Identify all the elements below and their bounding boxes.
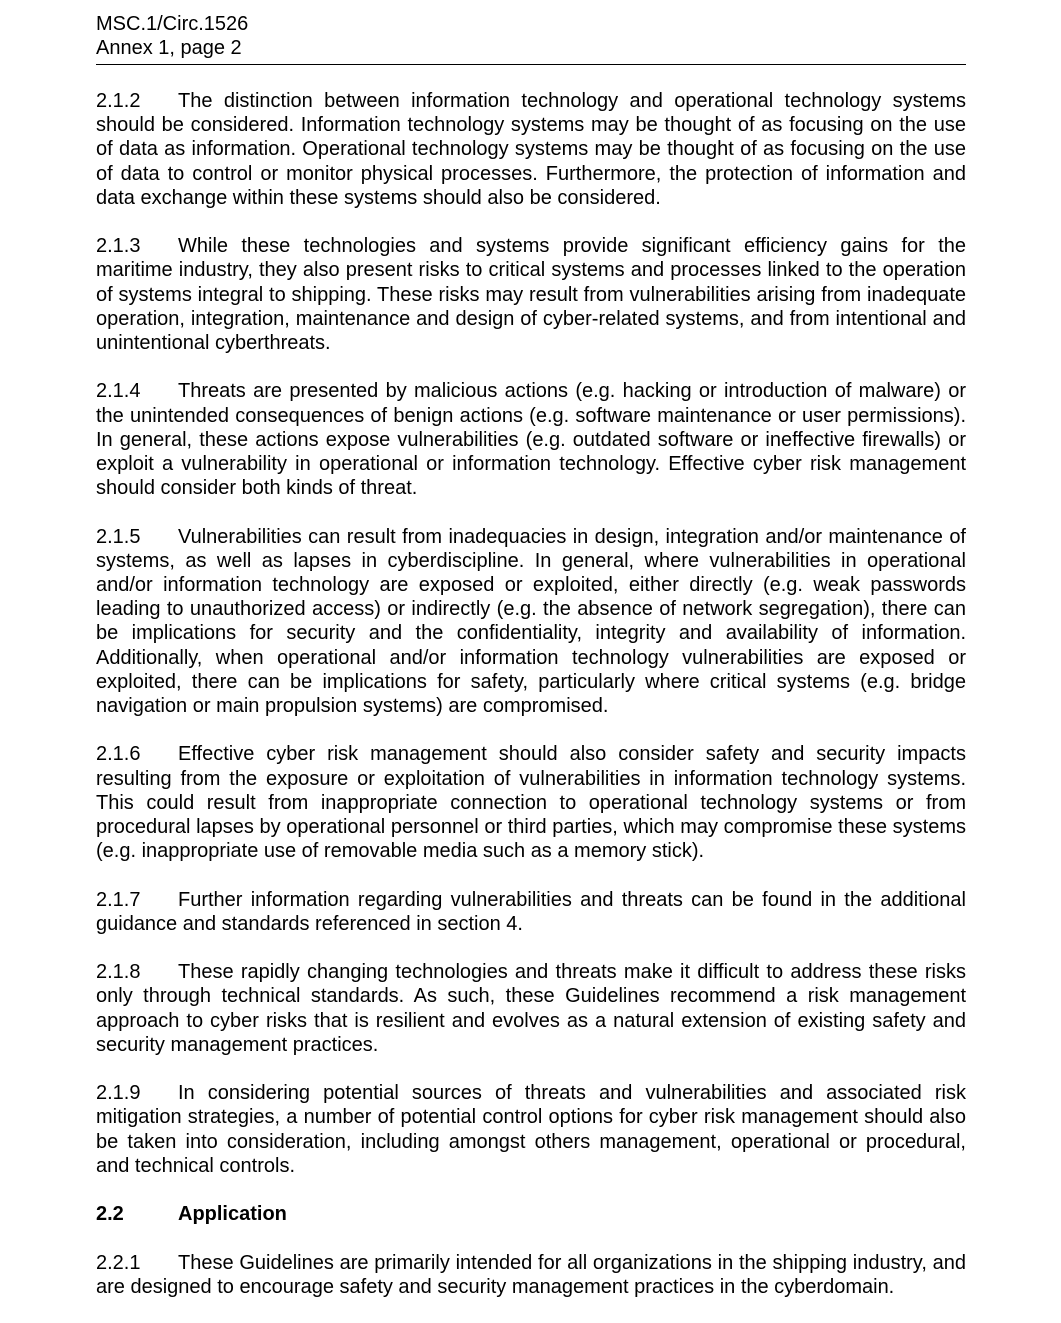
paragraph-text: While these technologies and systems provide significant efficiency gains for the maritime industry, they also present risks to critical systems and processes linked to the operation of systems integral to shipping. These risks may result from vulnerabilities arising from inadequate operation, integration, maintenance and design of cyber-related systems, and from intentional and unintentional cyberthreats. [96, 235, 966, 355]
paragraph-text: Effective cyber risk management should also consider safety and security impacts resulting from the exposure or exploitation of vulnerabilities in information technology systems. This could result from inappropriate connection to operational technology systems or from procedural lapses by operational personnel or third parties, which may compromise these systems (e.g. inappropriate use of removable media such as a memory stick). [96, 743, 966, 863]
paragraph-number: 2.1.2 [96, 90, 141, 112]
paragraph [96, 888, 966, 936]
paragraph [96, 742, 966, 863]
document-page [96, 12, 966, 1323]
paragraph-number: 2.2.1 [96, 1251, 141, 1274]
paragraph [96, 1081, 966, 1178]
section-heading [96, 1202, 966, 1226]
paragraph-text: These Guidelines are primarily intended for all organizations in the shipping industry, and are designed to encourage safety and security management practices in the cyberdomain. [96, 1251, 966, 1298]
paragraph-text: In considering potential sources of threats and vulnerabilities and associated risk mitigation strategies, a number of potential control options for cyber risk management should also be taken into consideration, including amongst others management, operational or procedural, and technical controls. [96, 1082, 966, 1177]
document-reference: MSC.1/Circ.1526 [96, 13, 249, 35]
paragraph [96, 234, 966, 355]
paragraph [96, 1251, 966, 1299]
paragraph-text: These rapidly changing technologies and threats make it difficult to address these risks only through technical standards. As such, these Guidelines recommend a risk management approach to cyber risks that is resilient and evolves as a natural extension of existing safety and security management practices. [96, 961, 966, 1056]
page-header [96, 12, 966, 65]
page-reference: Annex 1, page 2 [96, 37, 242, 59]
paragraph-text: Further information regarding vulnerabilities and threats can be found in the additional guidance and standards referenced in section 4. [96, 888, 966, 935]
paragraph-number: 2.1.7 [96, 888, 141, 911]
paragraph-number: 2.1.6 [96, 743, 141, 766]
paragraph-number: 2.1.3 [96, 235, 141, 258]
section-number: 2.2 [96, 1203, 124, 1226]
paragraph [96, 379, 966, 500]
section-title: Application [178, 1203, 287, 1226]
paragraph-number: 2.1.5 [96, 525, 141, 548]
paragraph [96, 525, 966, 719]
paragraph-text: Vulnerabilities can result from inadequacies in design, integration and/or maintenance of systems, as well as lapses in cyberdiscipline. In general, where vulnerabilities in operational and/or information technology are exposed or exploited, either directly (e.g. weak passwords leading to unauthorized access) or indirectly (e.g. the absence of network segregation), there can be implications for security and the confidentiality, integrity and availability of information. Additionally, when operational and/or information technology vulnerabilities are exposed or exploited, there can be implications for safety, particularly where critical systems (e.g. bridge navigation or main propulsion systems) are compromised. [96, 525, 966, 718]
document-body [96, 89, 966, 1299]
paragraph-number: 2.1.9 [96, 1082, 141, 1105]
paragraph-text: Threats are presented by malicious actions (e.g. hacking or introduction of malware) or the unintended consequences of benign actions (e.g. software maintenance or user permissions). In general, these actions expose vulnerabilities (e.g. outdated software or ineffective firewalls) or exploit a vulnerability in operational or information technology. Effective cyber risk management should consider both kinds of threat. [96, 380, 966, 500]
paragraph-text: The distinction between information technology and operational technology systems should be considered. Information technology systems may be thought of as focusing on the use of data as information. Operational technology systems may be thought of as focusing on the use of data to control or monitor physical processes. Furthermore, the protection of information and data exchange within these systems should also be considered. [96, 90, 966, 209]
paragraph-number: 2.1.8 [96, 961, 141, 984]
paragraph [96, 89, 966, 210]
paragraph-number: 2.1.4 [96, 380, 141, 403]
paragraph [96, 960, 966, 1057]
